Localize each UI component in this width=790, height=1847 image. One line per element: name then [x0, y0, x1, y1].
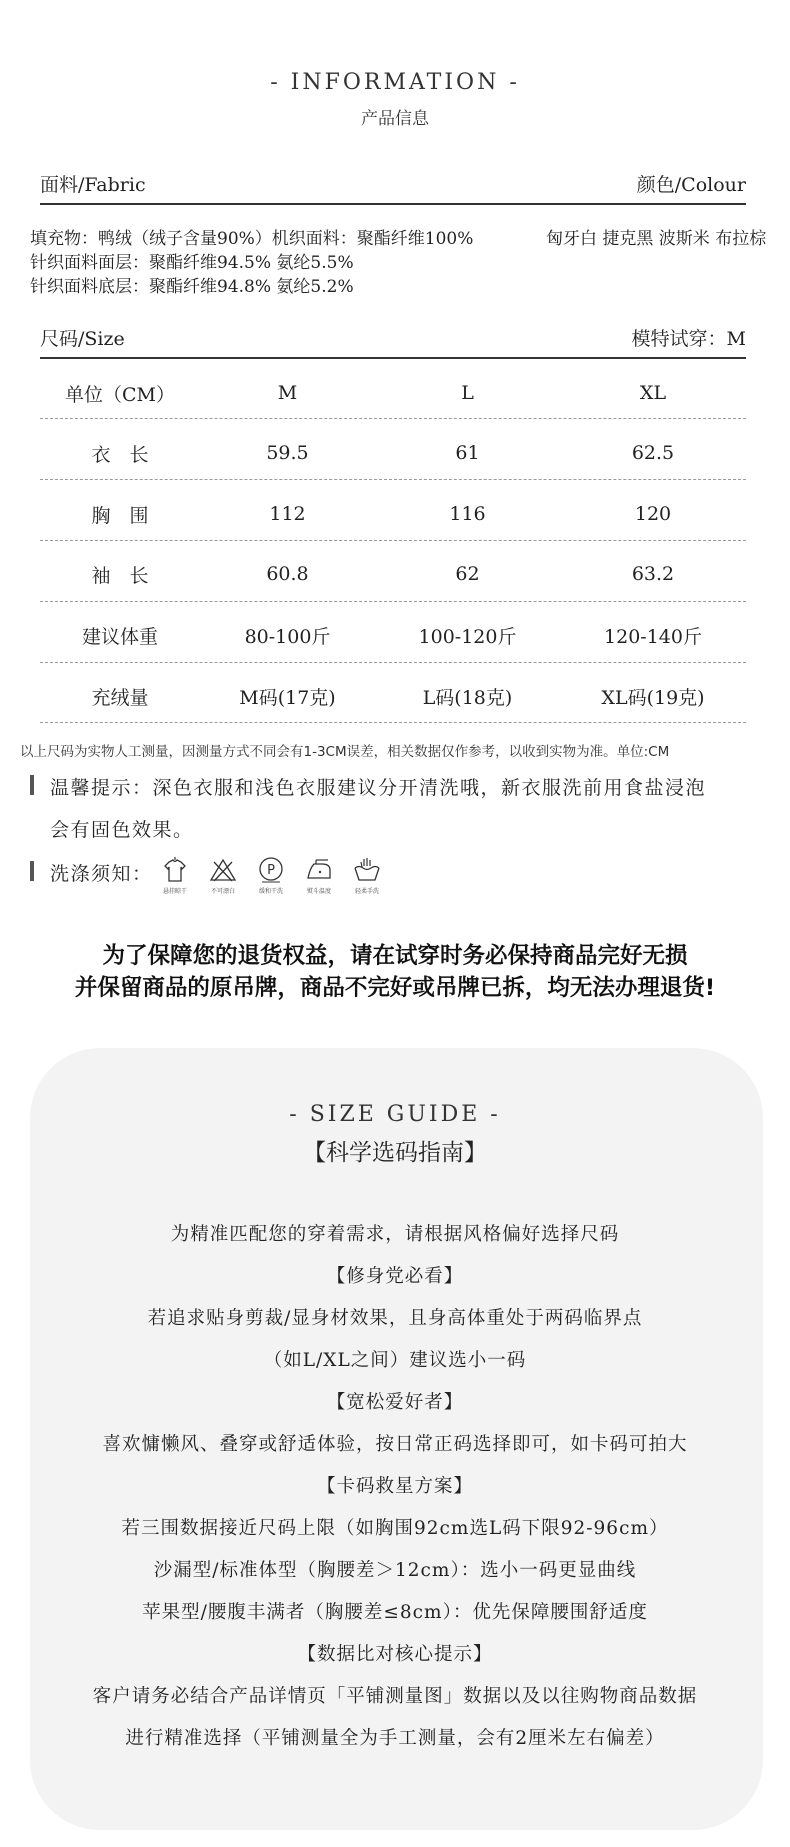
row-label: 胸 围 — [91, 504, 149, 527]
guide-heading: 【宽松爱好者】 — [326, 1392, 464, 1413]
cell-xl: 120-140斤 — [604, 625, 702, 648]
wash-marker — [30, 861, 34, 881]
info-title: - INFORMATION - — [270, 70, 520, 95]
tip-marker — [30, 775, 34, 795]
wash-caption: 不可漂白 — [210, 888, 235, 895]
wash-caption: 悬挂晾干 — [162, 888, 187, 895]
row-label: 衣 长 — [91, 443, 149, 466]
guide-line: 为精准匹配您的穿着需求，请根据风格偏好选择尺码 — [170, 1224, 620, 1245]
cell-l: 100-120斤 — [418, 625, 517, 648]
table-row — [40, 676, 746, 716]
wash-caption: 轻柔手洗 — [354, 888, 379, 895]
return-warning-line-1: 为了保障您的退货权益，请在试穿时务必保持商品完好无损 — [102, 943, 688, 969]
iron-low-icon — [302, 856, 336, 895]
cell-m: 59.5 — [266, 442, 309, 464]
svg-text:P: P — [267, 863, 275, 878]
guide-line: 客户请务必结合产品详情页「平铺测量图」数据以及以往购物商品数据 — [92, 1686, 698, 1707]
table-row — [40, 554, 746, 594]
header-m: M — [277, 382, 298, 404]
size-guide-subtitle: 【科学选码指南】 — [303, 1140, 487, 1166]
cell-l: L码(18克) — [422, 686, 513, 709]
cell-xl: XL码(19克) — [601, 686, 705, 709]
guide-line: 若三围数据接近尺码上限（如胸围92cm选L码下限92-96cm） — [121, 1518, 669, 1539]
warm-tip-line-1: 温馨提示：深色衣服和浅色衣服建议分开清洗哦，新衣服洗前用食盐浸泡 — [50, 777, 707, 799]
guide-line: 苹果型/腰腹丰满者（胸腰差≤8cm）：优先保障腰围舒适度 — [142, 1602, 648, 1623]
return-warning-line-2: 并保留商品的原吊牌，商品不完好或吊牌已拆，均无法办理退货! — [74, 975, 716, 1001]
fabric-label: 面料/Fabric — [40, 174, 146, 196]
row-divider — [40, 479, 746, 480]
cell-m: 80-100斤 — [244, 625, 331, 648]
table-row — [40, 615, 746, 655]
cell-xl: 63.2 — [631, 563, 675, 585]
size-divider — [40, 357, 746, 359]
wash-icons — [158, 856, 384, 895]
wash-caption: 缓和干洗 — [258, 888, 283, 895]
fabric-line-2: 针织面料面层：聚酯纤维94.5% 氨纶5.5% — [30, 253, 354, 273]
header-xl: XL — [639, 382, 667, 404]
row-divider — [40, 601, 746, 602]
guide-line: （如L/XL之间）建议选小一码 — [263, 1350, 527, 1371]
wash-caption: 熨斗温度 — [306, 888, 331, 895]
cell-xl: 120 — [634, 503, 672, 525]
row-label: 袖 长 — [91, 564, 149, 587]
cell-l: 62 — [455, 563, 480, 585]
cell-m: 112 — [269, 503, 306, 525]
guide-line: 沙漏型/标准体型（胸腰差＞12cm）：选小一码更显曲线 — [153, 1560, 637, 1581]
size-label: 尺码/Size — [40, 328, 125, 350]
measurement-note: 以上尺码为实物人工测量，因测量方式不同会有1-3CM误差，相关数据仅作参考，以收到实物为准。单位:CM — [20, 744, 670, 760]
guide-line: 若追求贴身剪裁/显身材效果，且身高体重处于两码临界点 — [147, 1308, 643, 1329]
cell-xl: 62.5 — [631, 442, 675, 464]
size-guide-title: - SIZE GUIDE - — [289, 1102, 501, 1127]
fabric-divider — [40, 203, 746, 205]
size-table-header — [40, 373, 746, 413]
wash-label: 洗涤须知： — [50, 863, 153, 885]
hang-dry-icon — [158, 856, 192, 895]
size-header — [40, 324, 746, 351]
fabric-line-1: 填充物：鸭绒（绒子含量90%）机织面料：聚酯纤维100% — [30, 229, 474, 249]
cell-l: 116 — [449, 503, 486, 525]
warm-tip-line-2: 会有固色效果。 — [50, 819, 194, 841]
no-bleach-icon — [206, 856, 240, 895]
row-label: 充绒量 — [91, 686, 149, 709]
colour-label: 颜色/Colour — [636, 174, 746, 196]
row-divider — [40, 540, 746, 541]
header-l: L — [461, 382, 474, 404]
row-divider — [40, 662, 746, 663]
fabric-header — [40, 170, 746, 197]
table-row — [40, 433, 746, 473]
table-row — [40, 494, 746, 534]
fabric-line-3: 针织面料底层：聚酯纤维94.8% 氨纶5.2% — [30, 277, 354, 297]
dry-clean-p-icon — [254, 856, 288, 895]
row-label: 建议体重 — [81, 625, 158, 648]
guide-heading: 【卡码救星方案】 — [316, 1476, 473, 1497]
cell-l: 61 — [455, 442, 480, 464]
info-subtitle: 产品信息 — [361, 109, 429, 129]
guide-line: 喜欢慵懒风、叠穿或舒适体验，按日常正码选择即可，如卡码可拍大 — [102, 1434, 688, 1455]
colour-names: 匈牙白 捷克黑 波斯米 布拉棕 — [546, 229, 767, 249]
row-divider — [40, 418, 746, 419]
header-unit: 单位（CM） — [65, 383, 175, 406]
row-divider — [40, 722, 746, 723]
guide-heading: 【数据比对核心提示】 — [297, 1644, 493, 1665]
cell-m: M码(17克) — [239, 686, 336, 709]
guide-line: 进行精准选择（平铺测量全为手工测量，会有2厘米左右偏差） — [125, 1728, 665, 1749]
cell-m: 60.8 — [266, 563, 309, 585]
hand-wash-icon — [350, 856, 384, 895]
model-size: 模特试穿：M — [631, 328, 746, 350]
guide-heading: 【修身党必看】 — [326, 1266, 464, 1287]
